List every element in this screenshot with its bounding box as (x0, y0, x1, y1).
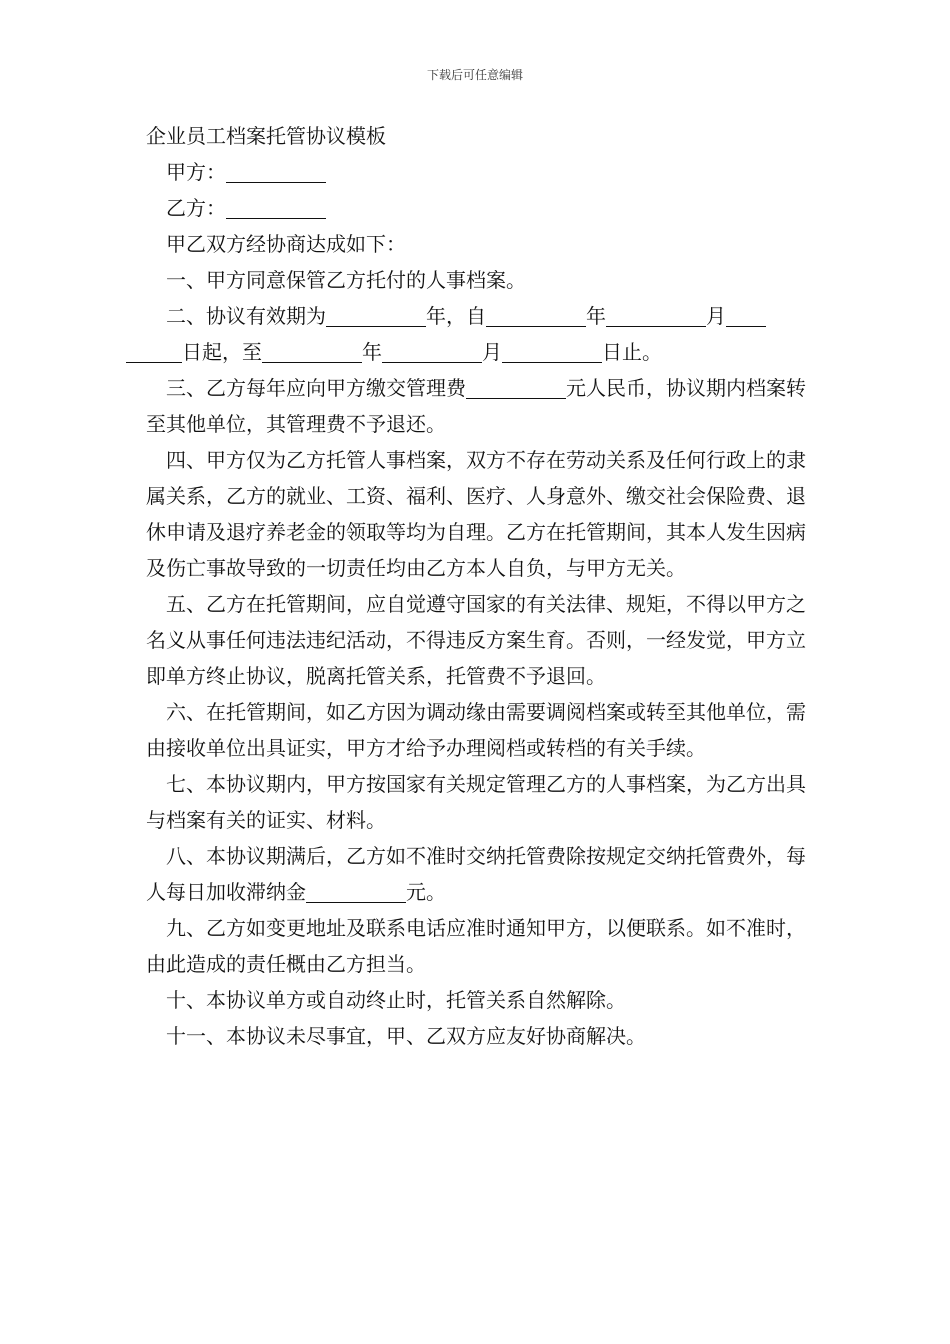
page-header-note: 下载后可任意编辑 (426, 68, 523, 82)
clause-3 (146, 370, 806, 442)
clause-2-text-4: 月 (706, 304, 726, 328)
clause-2-text-7: 月 (482, 340, 502, 364)
clause-3-text-2: 元人民币，协议期内档案转至其他单位，其管理费不予退还。 (146, 376, 806, 436)
document-body (146, 118, 806, 1054)
management-fee-blank[interactable] (466, 376, 566, 399)
party-b-label: 乙方： (166, 196, 226, 220)
party-a-blank[interactable] (226, 160, 326, 183)
clause-2 (146, 298, 806, 370)
clause-4: 四、甲方仅为乙方托管人事档案，双方不存在劳动关系及任何行政上的隶属关系，乙方的就业、工资、福利、医疗、人身意外、缴交社会保险费、退休申请及退疗养老金的领取等均为自理。乙方在托管期间，其本人发生因病及伤亡事故导致的一切责任均由乙方本人自负，与甲方无关。 (146, 448, 806, 580)
party-b-blank[interactable] (226, 196, 326, 219)
clause-5: 五、乙方在托管期间，应自觉遵守国家的有关法律、规矩，不得以甲方之名义从事任何违法违纪活动，不得违反方案生育。否则，一经发觉，甲方立即单方终止协议，脱离托管关系，托管费不予退回。 (146, 592, 806, 688)
end-year-blank[interactable] (262, 340, 362, 363)
party-a-label: 甲方： (166, 160, 226, 184)
clause-3-text-1: 三、乙方每年应向甲方缴交管理费 (166, 376, 466, 400)
late-fee-blank[interactable] (306, 880, 406, 903)
clause-2-text-2: 年，自 (426, 304, 486, 328)
clause-2-text-3: 年 (586, 304, 606, 328)
clause-6: 六、在托管期间，如乙方因为调动缘由需要调阅档案或转至其他单位，需由接收单位出具证实，甲方才给予办理阅档或转档的有关手续。 (146, 700, 806, 760)
clause-8 (146, 838, 806, 910)
clause-8-text-1: 八、本协议期满后，乙方如不准时交纳托管费除按规定交纳托管费外，每人每日加收滞纳金 (146, 844, 806, 904)
document-title: 企业员工档案托管协议模板 (146, 124, 386, 148)
clause-8-text-2: 元。 (406, 880, 446, 904)
clause-7: 七、本协议期内，甲方按国家有关规定管理乙方的人事档案，为乙方出具与档案有关的证实、材料。 (146, 772, 806, 832)
clause-2-text-5: 日起，至 (182, 340, 262, 364)
end-month-blank[interactable] (382, 340, 482, 363)
start-day-blank-part1[interactable] (726, 304, 766, 327)
clause-9: 九、乙方如变更地址及联系电话应准时通知甲方，以便联系。如不准时，由此造成的责任概由乙方担当。 (146, 916, 806, 976)
start-day-blank-part2[interactable] (126, 340, 182, 363)
clause-11: 十一、本协议未尽事宜，甲、乙双方应友好协商解决。 (166, 1024, 646, 1048)
validity-years-blank[interactable] (326, 304, 426, 327)
end-day-blank[interactable] (502, 340, 602, 363)
start-month-blank[interactable] (606, 304, 706, 327)
party-b-line (146, 190, 806, 226)
start-year-blank[interactable] (486, 304, 586, 327)
clause-2-text-1: 二、协议有效期为 (166, 304, 326, 328)
clause-2-text-8: 日止。 (602, 340, 662, 364)
clause-10: 十、本协议单方或自动终止时，托管关系自然解除。 (166, 988, 626, 1012)
intro-text: 甲乙双方经协商达成如下： (166, 232, 406, 256)
clause-2-text-6: 年 (362, 340, 382, 364)
clause-1: 一、甲方同意保管乙方托付的人事档案。 (166, 268, 526, 292)
party-a-line (146, 154, 806, 190)
